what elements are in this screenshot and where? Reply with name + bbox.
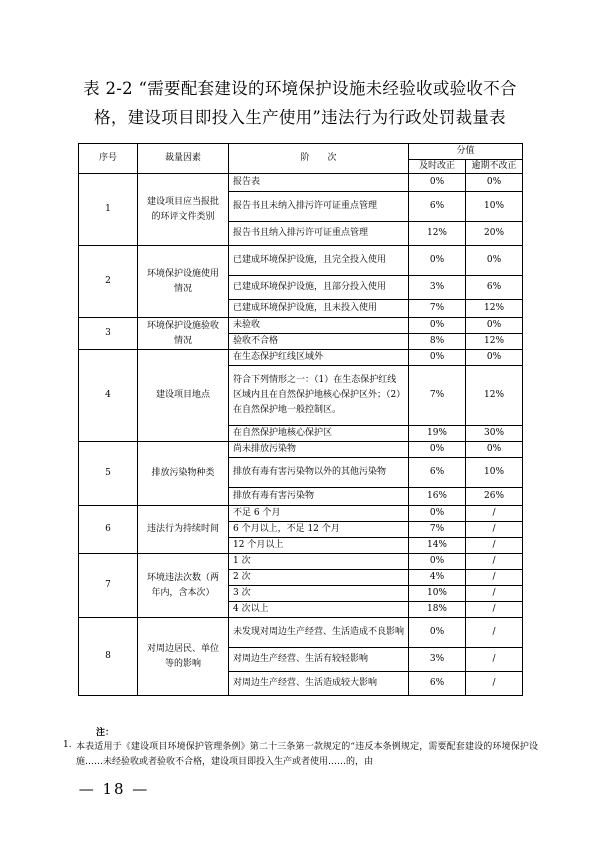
cell-factor: 建设项目地点 xyxy=(138,350,229,442)
cell-level: 已建成环境保护设施，且未投入使用 xyxy=(229,300,409,318)
cell-timely: 6% xyxy=(409,672,466,696)
cell-timely: 0% xyxy=(409,618,466,648)
cell-level: 符合下列情形之一：（1）在生态保护红线区域内且在自然保护地核心保护区外；（2）在自然保护地一般控制区。 xyxy=(229,366,409,426)
cell-level: 未发现对周边生产经营、生活造成不良影响 xyxy=(229,618,409,648)
cell-timely: 10% xyxy=(409,586,466,602)
cell-level: 对周边生产经营、生活有较轻影响 xyxy=(229,648,409,672)
cell-level: 2 次 xyxy=(229,570,409,586)
cell-factor: 违法行为持续时间 xyxy=(138,506,229,554)
cell-overdue: 6% xyxy=(466,276,523,300)
cell-level: 在生态保护红线区域外 xyxy=(229,350,409,366)
cell-level: 已建成环境保护设施，且完全投入使用 xyxy=(229,246,409,276)
cell-seq: 2 xyxy=(79,246,138,318)
cell-timely: 19% xyxy=(409,426,466,442)
note-number: 1. xyxy=(63,740,72,750)
cell-timely: 16% xyxy=(409,488,466,506)
cell-level: 1 次 xyxy=(229,554,409,570)
cell-overdue: 10% xyxy=(466,458,523,488)
cell-overdue: 0% xyxy=(466,350,523,366)
cell-timely: 0% xyxy=(409,246,466,276)
cell-level: 在自然保护地核心保护区 xyxy=(229,426,409,442)
cell-factor: 排放污染物种类 xyxy=(138,442,229,506)
cell-timely: 8% xyxy=(409,334,466,350)
cell-level: 排放有毒有害污染物 xyxy=(229,488,409,506)
cell-overdue: / xyxy=(466,554,523,570)
cell-factor: 环境保护设施验收情况 xyxy=(138,318,229,350)
table-body xyxy=(79,174,523,696)
cell-factor: 环境保护设施使用情况 xyxy=(138,246,229,318)
title-line-2: 格，建设项目即投入生产使用”违法行为行政处罚裁量表 xyxy=(94,108,506,127)
cell-timely: 6% xyxy=(409,458,466,488)
cell-timely: 3% xyxy=(409,648,466,672)
header-row xyxy=(79,144,523,160)
notes-label: 注： xyxy=(96,728,115,738)
penalty-table xyxy=(78,143,523,696)
cell-timely: 0% xyxy=(409,318,466,334)
cell-seq: 7 xyxy=(79,554,138,618)
cell-factor: 对周边居民、单位等的影响 xyxy=(138,618,229,696)
header-score: 分值 xyxy=(409,144,523,160)
cell-level: 报告表 xyxy=(229,174,409,192)
header-timely: 及时改正 xyxy=(409,160,466,174)
cell-level: 报告书且未纳入排污许可证重点管理 xyxy=(229,192,409,222)
cell-overdue: / xyxy=(466,538,523,554)
cell-overdue: / xyxy=(466,506,523,522)
cell-overdue: / xyxy=(466,570,523,586)
cell-timely: 0% xyxy=(409,442,466,458)
cell-overdue: / xyxy=(466,618,523,648)
cell-overdue: 0% xyxy=(466,174,523,192)
cell-level: 排放有毒有害污染物以外的其他污染物 xyxy=(229,458,409,488)
cell-timely: 0% xyxy=(409,350,466,366)
cell-seq: 6 xyxy=(79,506,138,554)
cell-factor: 环境违法次数（两年内，含本次） xyxy=(138,554,229,618)
cell-seq: 8 xyxy=(79,618,138,696)
note-text: 本表适用于《建设项目环境保护管理条例》第二十三条第一款规定的“违反本条例规定，需要配套建设的环境保护设施……未经验收或者验收不合格，建设项目即投入生产或者使用……的，由 xyxy=(76,742,538,767)
cell-level: 4 次以上 xyxy=(229,602,409,618)
cell-timely: 14% xyxy=(409,538,466,554)
cell-level: 未验收 xyxy=(229,318,409,334)
table-row xyxy=(79,350,523,366)
cell-level: 12 个月以上 xyxy=(229,538,409,554)
cell-timely: 3% xyxy=(409,276,466,300)
cell-overdue: 26% xyxy=(466,488,523,506)
table-row xyxy=(79,554,523,570)
cell-level: 3 次 xyxy=(229,586,409,602)
cell-overdue: 12% xyxy=(466,334,523,350)
table-row xyxy=(79,174,523,192)
cell-overdue: 10% xyxy=(466,192,523,222)
cell-seq: 1 xyxy=(79,174,138,246)
table-row xyxy=(79,618,523,648)
cell-overdue: / xyxy=(466,522,523,538)
cell-seq: 3 xyxy=(79,318,138,350)
cell-timely: 7% xyxy=(409,522,466,538)
cell-level: 对周边生产经营、生活造成较大影响 xyxy=(229,672,409,696)
cell-timely: 0% xyxy=(409,174,466,192)
cell-timely: 18% xyxy=(409,602,466,618)
cell-level: 6 个月以上，不足 12 个月 xyxy=(229,522,409,538)
header-overdue: 逾期不改正 xyxy=(466,160,523,174)
page-number: — 18 — xyxy=(78,780,150,798)
cell-timely: 7% xyxy=(409,300,466,318)
cell-level: 验收不合格 xyxy=(229,334,409,350)
table-row xyxy=(79,318,523,334)
cell-overdue: 20% xyxy=(466,222,523,246)
cell-level: 已建成环境保护设施，且部分投入使用 xyxy=(229,276,409,300)
cell-timely: 7% xyxy=(409,366,466,426)
cell-level: 不足 6 个月 xyxy=(229,506,409,522)
header-level: 阶 次 xyxy=(229,144,409,174)
title-line-1: 表 2-2 “需要配套建设的环境保护设施未经验收或验收不合 xyxy=(83,79,517,98)
table-row xyxy=(79,246,523,276)
cell-factor: 建设项目应当报批的环评文件类别 xyxy=(138,174,229,246)
cell-timely: 12% xyxy=(409,222,466,246)
cell-level: 尚未排放污染物 xyxy=(229,442,409,458)
cell-overdue: 0% xyxy=(466,442,523,458)
cell-overdue: 12% xyxy=(466,366,523,426)
table-row xyxy=(79,442,523,458)
header-factor: 裁量因素 xyxy=(138,144,229,174)
cell-overdue: / xyxy=(466,602,523,618)
cell-timely: 6% xyxy=(409,192,466,222)
cell-overdue: 12% xyxy=(466,300,523,318)
cell-level: 报告书且纳入排污许可证重点管理 xyxy=(229,222,409,246)
header-seq: 序号 xyxy=(79,144,138,174)
cell-seq: 4 xyxy=(79,350,138,442)
cell-overdue: / xyxy=(466,648,523,672)
cell-overdue: 0% xyxy=(466,318,523,334)
cell-overdue: / xyxy=(466,586,523,602)
cell-timely: 0% xyxy=(409,506,466,522)
cell-overdue: / xyxy=(466,672,523,696)
cell-overdue: 0% xyxy=(466,246,523,276)
cell-timely: 4% xyxy=(409,570,466,586)
table-title xyxy=(0,74,600,132)
table-row xyxy=(79,506,523,522)
cell-overdue: 30% xyxy=(466,426,523,442)
cell-timely: 0% xyxy=(409,554,466,570)
cell-seq: 5 xyxy=(79,442,138,506)
